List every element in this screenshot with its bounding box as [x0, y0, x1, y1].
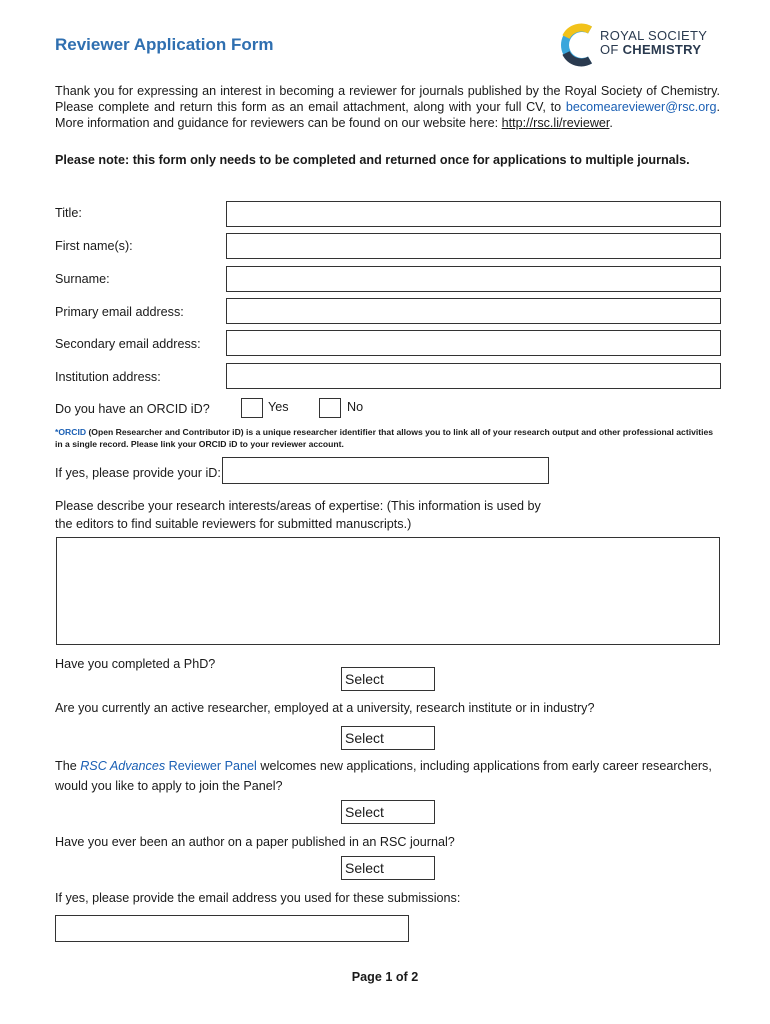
orcid-note-text: (Open Researcher and Contributor iD) is a unique researcher identifier that allows you to link all of your research output and other professional activities in a single record. Please link your ORCID iD to your reviewer account. — [55, 427, 714, 449]
become-reviewer-email-link[interactable]: becomeareviewer@rsc.org — [565, 100, 717, 114]
primary-email-input[interactable] — [226, 298, 721, 324]
intro-paragraph — [55, 83, 720, 131]
first-name-input[interactable] — [226, 233, 721, 259]
panel-select[interactable]: Select — [341, 800, 435, 824]
reviewer-panel-link[interactable]: Reviewer Panel — [165, 759, 257, 773]
primary-email-label: Primary email address: — [55, 305, 184, 319]
active-researcher-question: Are you currently an active researcher, employed at a university, research institute or in industry? — [55, 701, 595, 715]
logo-line-2-bold: CHEMISTRY — [622, 42, 702, 57]
intro-text-3: . — [609, 116, 613, 130]
orcid-note-asterisk: * — [55, 427, 59, 437]
author-select[interactable]: Select — [341, 856, 435, 880]
author-email-input[interactable] — [55, 915, 409, 942]
panel-question-the: The — [55, 759, 81, 773]
secondary-email-label: Secondary email address: — [55, 337, 201, 351]
panel-question-rest: welcomes new applications, including applications from early career researchers, would you like to apply to join the Panel? — [55, 759, 712, 793]
page-number: Page 1 of 2 — [351, 970, 419, 984]
logo-line-1: ROYAL SOCIETY — [600, 28, 708, 43]
orcid-id-input[interactable] — [222, 457, 549, 484]
rsc-logo-icon — [560, 22, 598, 68]
institution-input[interactable] — [226, 363, 721, 389]
surname-input[interactable] — [226, 266, 721, 292]
phd-question: Have you completed a PhD? — [55, 657, 216, 671]
orcid-note-term: ORCID — [58, 427, 87, 437]
rsc-advances-link[interactable]: RSC Advances — [80, 759, 166, 773]
intro-text-1: Thank you for expressing an interest in becoming a reviewer for journals published by the Royal Society of Chemistry. Please complete and return this form as an email attachment, along with your full CV, to — [55, 84, 720, 114]
page-title: Reviewer Application Form — [55, 35, 274, 54]
research-label-line-1: Please describe your research interests/areas of expertise: (This information is used by — [55, 499, 541, 513]
applications-note: Please note: this form only needs to be completed and returned once for applications to multiple journals. — [55, 153, 690, 167]
research-label-line-2: the editors to find suitable reviewers for submitted manuscripts.) — [55, 517, 412, 531]
research-interests-textarea[interactable] — [56, 537, 720, 645]
orcid-no-checkbox[interactable] — [319, 398, 341, 418]
rsc-reviewer-link[interactable]: http://rsc.li/reviewer — [501, 116, 610, 130]
orcid-id-label: If yes, please provide your iD: — [55, 466, 221, 480]
panel-question — [55, 756, 720, 796]
orcid-note — [55, 426, 720, 450]
logo-line-2-prefix: OF — [600, 42, 623, 57]
phd-select[interactable]: Select — [341, 667, 435, 691]
surname-label: Surname: — [55, 272, 110, 286]
title-label: Title: — [55, 206, 82, 220]
active-researcher-select[interactable]: Select — [341, 726, 435, 750]
intro-text-2: . More information and guidance for reviewers can be found on our website here: — [55, 100, 720, 130]
rsc-logo — [560, 22, 730, 68]
title-input[interactable] — [226, 201, 721, 227]
secondary-email-input[interactable] — [226, 330, 721, 356]
orcid-no-label: No — [347, 400, 364, 414]
orcid-yes-checkbox[interactable] — [241, 398, 263, 418]
first-name-label: First name(s): — [55, 239, 133, 253]
orcid-question: Do you have an ORCID iD? — [55, 402, 210, 416]
author-question: Have you ever been an author on a paper published in an RSC journal? — [55, 835, 455, 849]
institution-label: Institution address: — [55, 370, 161, 384]
author-email-question: If yes, please provide the email address you used for these submissions: — [55, 891, 461, 905]
orcid-yes-label: Yes — [268, 400, 289, 414]
